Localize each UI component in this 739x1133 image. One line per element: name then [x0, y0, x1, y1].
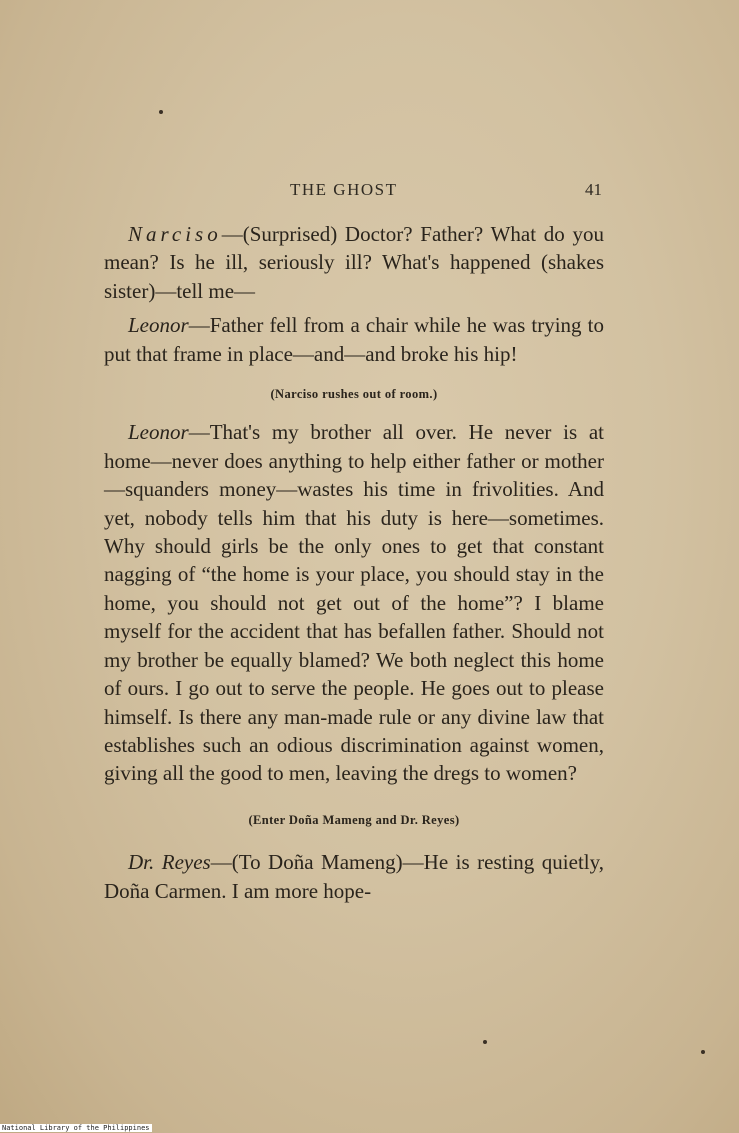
dialogue-text: —(To Doña Mameng)—He is resting quietly, Doña Carmen. I am more hope- [104, 850, 604, 903]
stage-direction: (Enter Doña Mameng and Dr. Reyes) [248, 812, 460, 827]
paper-speck [701, 1050, 705, 1054]
paper-speck [159, 110, 163, 114]
speaker-name: Leonor [128, 420, 189, 445]
speaker-name: Dr. Reyes [128, 850, 211, 875]
page-header [104, 178, 600, 204]
paragraph-leonor-1 [104, 311, 604, 368]
speaker-name: Leonor [128, 313, 189, 338]
dialogue-text: —Father fell from a chair while he was trying to put that frame in place—and—and broke his hip! [104, 313, 604, 366]
stage-direction: (Narciso rushes out of room.) [270, 387, 438, 402]
dialogue-text: —That's my brother all over. He never is at home—never does anything to help either father or mother—squanders money—wastes his time in frivolities. And yet, nobody tells him that his duty is here—sometimes. Why should girls be the only ones to get that constant nagging of “the home is your place, you should stay in the home, you should not get out of the home”? I blame myself for the accident that has befallen father. Should not my brother be equally blamed? We both neglect this home of ours. I go out to serve the people. He goes out to please himself. Is there any man-made rule or any divine law that establishes such an odious discrimination against women, giving all the good to men, leaving the dregs to women? [104, 420, 604, 786]
paragraph-narciso [104, 220, 604, 305]
dialogue-text: —(Surprised) Doctor? Father? What do you mean? Is he ill, seriously ill? What's happened (shakes sister)—tell me— [104, 222, 604, 303]
running-title: THE GHOST [290, 180, 398, 199]
page-number: 41 [585, 180, 602, 199]
paper-speck [483, 1040, 487, 1044]
library-credit: National Library of the Philippines [2, 1124, 150, 1132]
paragraph-dr-reyes [104, 848, 604, 905]
paragraph-leonor-2 [104, 418, 604, 787]
speaker-name: Narciso [128, 222, 222, 246]
page-body [104, 220, 604, 905]
